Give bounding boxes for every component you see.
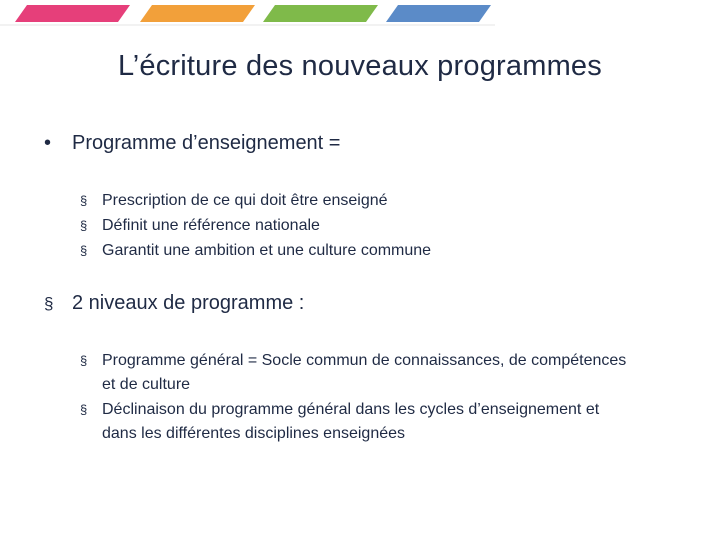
orange-bar <box>140 5 255 22</box>
square-bullet: § <box>80 193 88 208</box>
section-2-heading: 2 niveaux de programme : <box>72 292 305 314</box>
square-bullet: § <box>80 402 88 417</box>
decorative-color-bars <box>0 0 500 30</box>
blue-bar <box>386 5 491 22</box>
section-1-item-text: Définit une référence nationale <box>102 217 320 234</box>
section-2-item-line: dans les différentes disciplines enseignées <box>102 425 406 442</box>
round-bullet: • <box>44 132 52 154</box>
section-2-item-line: Programme général = Socle commun de connaissances, de compétences <box>102 352 627 369</box>
section-1-item-text: Prescription de ce qui doit être enseigné <box>102 192 388 209</box>
green-bar <box>263 5 378 22</box>
square-bullet: § <box>80 243 88 258</box>
square-bullet: § <box>80 218 88 233</box>
pink-bar <box>15 5 130 22</box>
section-2-item-line: et de culture <box>102 376 191 393</box>
square-bullet: § <box>44 294 54 313</box>
square-bullet: § <box>80 353 88 368</box>
section-2-item-line: Déclinaison du programme général dans les cycles d’enseignement et <box>102 401 600 418</box>
slide-title: L’écriture des nouveaux programmes <box>118 50 602 82</box>
section-1-item-text: Garantit une ambition et une culture commune <box>102 242 432 259</box>
section-1-heading: Programme d’enseignement = <box>72 132 341 154</box>
